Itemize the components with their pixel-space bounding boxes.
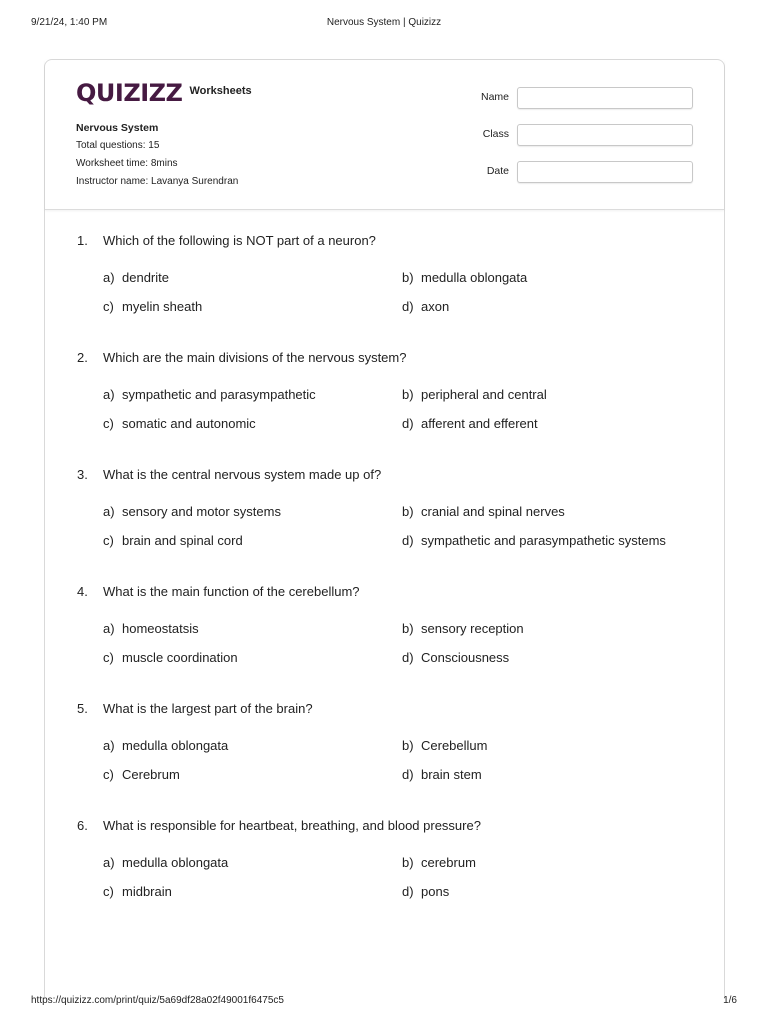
option-text: peripheral and central bbox=[421, 387, 547, 402]
option-d bbox=[402, 416, 538, 431]
option-text: homeostatsis bbox=[122, 621, 199, 636]
option-letter: d) bbox=[402, 884, 414, 899]
option-letter: b) bbox=[402, 738, 414, 753]
option-letter: a) bbox=[103, 855, 115, 870]
option-c bbox=[103, 533, 243, 548]
option-letter: a) bbox=[103, 504, 115, 519]
option-text: medulla oblongata bbox=[421, 270, 528, 285]
option-a bbox=[103, 270, 169, 285]
option-text: Cerebellum bbox=[421, 738, 488, 753]
option-text: myelin sheath bbox=[122, 299, 203, 314]
option-letter: b) bbox=[402, 270, 414, 285]
question-text: What is the main function of the cerebellum? bbox=[103, 584, 360, 599]
question-1 bbox=[77, 230, 697, 347]
option-text: muscle coordination bbox=[122, 650, 238, 665]
class-field[interactable] bbox=[517, 124, 693, 146]
option-letter: c) bbox=[103, 416, 114, 431]
class-field-group bbox=[475, 124, 693, 146]
option-letter: b) bbox=[402, 387, 414, 402]
option-letter: c) bbox=[103, 884, 114, 899]
print-header bbox=[31, 17, 737, 31]
option-letter: a) bbox=[103, 270, 115, 285]
option-c bbox=[103, 416, 256, 431]
print-footer bbox=[31, 995, 737, 1009]
question-number: 5. bbox=[77, 701, 88, 716]
total-questions: Total questions: 15 bbox=[76, 140, 160, 151]
option-letter: a) bbox=[103, 387, 115, 402]
question-text: Which of the following is NOT part of a neuron? bbox=[103, 233, 376, 248]
question-5 bbox=[77, 698, 697, 815]
question-number: 1. bbox=[77, 233, 88, 248]
option-letter: a) bbox=[103, 621, 115, 636]
question-text: Which are the main divisions of the nervous system? bbox=[103, 350, 407, 365]
option-b bbox=[402, 270, 527, 285]
option-letter: d) bbox=[402, 533, 414, 548]
option-letter: d) bbox=[402, 299, 414, 314]
option-c bbox=[103, 884, 172, 899]
option-c bbox=[103, 650, 238, 665]
question-number: 3. bbox=[77, 467, 88, 482]
option-letter: d) bbox=[402, 416, 414, 431]
question-text: What is the largest part of the brain? bbox=[103, 701, 313, 716]
option-a bbox=[103, 855, 228, 870]
option-letter: c) bbox=[103, 533, 114, 548]
option-text: brain stem bbox=[421, 767, 482, 782]
option-b bbox=[402, 855, 476, 870]
option-b bbox=[402, 387, 547, 402]
question-number: 6. bbox=[77, 818, 88, 833]
option-text: Cerebrum bbox=[122, 767, 180, 782]
question-number: 2. bbox=[77, 350, 88, 365]
class-label: Class bbox=[482, 128, 509, 140]
option-c bbox=[103, 299, 202, 314]
date-label: Date bbox=[486, 165, 509, 177]
option-text: Consciousness bbox=[421, 650, 510, 665]
date-field[interactable] bbox=[517, 161, 693, 183]
date-field-group bbox=[475, 161, 693, 183]
option-letter: b) bbox=[402, 621, 414, 636]
option-b bbox=[402, 504, 565, 519]
option-letter: c) bbox=[103, 299, 114, 314]
print-page-title: Nervous System | Quizizz bbox=[326, 17, 442, 28]
option-text: dendrite bbox=[122, 270, 169, 285]
option-text: medulla oblongata bbox=[122, 738, 229, 753]
question-3 bbox=[77, 464, 697, 581]
print-page-number: 1/6 bbox=[723, 995, 737, 1006]
option-d bbox=[402, 533, 666, 548]
option-letter: a) bbox=[103, 738, 115, 753]
option-text: afferent and efferent bbox=[421, 416, 538, 431]
option-a bbox=[103, 387, 316, 402]
option-letter: c) bbox=[103, 650, 114, 665]
name-field-group bbox=[475, 87, 693, 109]
option-d bbox=[402, 299, 449, 314]
worksheet-meta bbox=[76, 119, 238, 191]
name-label: Name bbox=[480, 91, 509, 103]
option-text: pons bbox=[421, 884, 450, 899]
print-datetime: 9/21/24, 1:40 PM bbox=[31, 17, 108, 28]
print-url: https://quizizz.com/print/quiz/5a69df28a02f49001f6475c5 bbox=[31, 995, 284, 1006]
option-d bbox=[402, 767, 482, 782]
quizizz-logo bbox=[76, 80, 252, 106]
option-text: sympathetic and parasympathetic bbox=[122, 387, 316, 402]
option-d bbox=[402, 884, 449, 899]
option-b bbox=[402, 738, 487, 753]
question-number: 4. bbox=[77, 584, 88, 599]
question-text: What is the central nervous system made up of? bbox=[103, 467, 382, 482]
option-text: cranial and spinal nerves bbox=[421, 504, 565, 519]
instructor-name: Instructor name: Lavanya Surendran bbox=[76, 176, 239, 187]
question-2 bbox=[77, 347, 697, 464]
option-c bbox=[103, 767, 180, 782]
logo-tagline: Worksheets bbox=[189, 85, 252, 97]
question-text: What is responsible for heartbeat, breathing, and blood pressure? bbox=[103, 818, 481, 833]
option-letter: b) bbox=[402, 855, 414, 870]
option-text: axon bbox=[421, 299, 450, 314]
option-text: sympathetic and parasympathetic systems bbox=[421, 533, 666, 548]
option-letter: d) bbox=[402, 650, 414, 665]
worksheet-card bbox=[44, 59, 725, 999]
name-field[interactable] bbox=[517, 87, 693, 109]
option-letter: c) bbox=[103, 767, 114, 782]
option-b bbox=[402, 621, 524, 636]
option-text: sensory and motor systems bbox=[122, 504, 281, 519]
option-text: midbrain bbox=[122, 884, 172, 899]
option-a bbox=[103, 738, 228, 753]
option-text: cerebrum bbox=[421, 855, 476, 870]
option-letter: d) bbox=[402, 767, 414, 782]
option-a bbox=[103, 621, 199, 636]
question-list bbox=[77, 230, 697, 932]
option-text: medulla oblongata bbox=[122, 855, 229, 870]
option-text: sensory reception bbox=[421, 621, 524, 636]
logo-wordmark: QUIZIZZ bbox=[76, 79, 183, 107]
worksheet-header bbox=[45, 60, 724, 210]
worksheet-time: Worksheet time: 8mins bbox=[76, 158, 178, 169]
option-letter: b) bbox=[402, 504, 414, 519]
question-6 bbox=[77, 815, 697, 932]
option-a bbox=[103, 504, 281, 519]
worksheet-title: Nervous System bbox=[76, 122, 159, 134]
option-d bbox=[402, 650, 509, 665]
option-text: somatic and autonomic bbox=[122, 416, 256, 431]
question-4 bbox=[77, 581, 697, 698]
option-text: brain and spinal cord bbox=[122, 533, 243, 548]
